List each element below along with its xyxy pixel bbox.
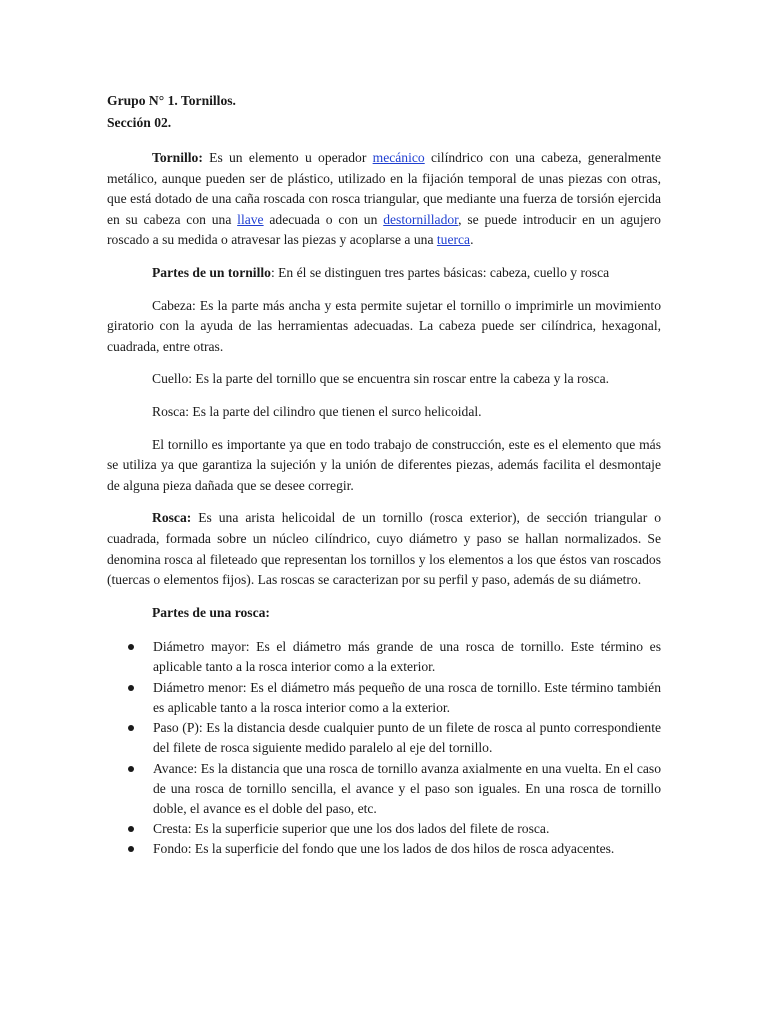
intro-text-3: adecuada o con un xyxy=(263,211,384,227)
list-item-text: Diámetro menor: Es el diámetro más pequeño de una rosca de tornillo. Este término también es aplicable tanto a la rosca interior como a la exterior. xyxy=(153,679,661,715)
rosca-paragraph xyxy=(107,508,661,590)
link-tuerca[interactable]: tuerca xyxy=(436,232,471,248)
section-label: Sección 02. xyxy=(107,115,172,130)
intro-text-5: . xyxy=(470,232,474,248)
rosca-parts-heading xyxy=(107,603,661,624)
rosca-text: Es una arista helicoidal de un tornillo (rosca exterior), de sección triangular o cuadrada, formada sobre un núcleo cilíndrico, cuyo diámetro y paso se hallan normalizados. Se denomina rosca al fileteado que representan los tornillos y los elementos a los que éstos van roscados (tuercas o elementos fijos). Las roscas se caracterizan por su perfil y paso, además de su diámetro. xyxy=(107,510,661,588)
list-item-text: Paso (P): Es la distancia desde cualquier punto de un filete de rosca al punto correspondiente del filete de rosca siguiente medido paralelo al eje del tornillo. xyxy=(153,720,661,756)
rosca-parts-list xyxy=(107,637,661,859)
importance-paragraph: El tornillo es importante ya que en todo trabajo de construcción, este es el elemento que más se utiliza ya que garantiza la sujeción y la unión de diferentes piezas, además facilita el desmontaje de alguna pieza dañada que se desee corregir. xyxy=(107,436,661,493)
rosca-short-paragraph: Rosca: Es la parte del cilindro que tienen el surco helicoidal. xyxy=(152,403,482,419)
rosca-parts-title: Partes de una rosca: xyxy=(152,604,270,620)
link-mecanico[interactable]: mecánico xyxy=(372,150,425,165)
cabeza-paragraph: Cabeza: Es la parte más ancha y esta permite sujetar el tornillo o imprimirle un movimiento giratorio con la ayuda de las herramientas adecuadas. La cabeza puede ser cilíndrica, hexagonal, cuadrada, entre otras. xyxy=(107,297,661,354)
list-item xyxy=(153,718,661,758)
parts-text: : En él se distinguen tres partes básicas: cabeza, cuello y rosca xyxy=(270,264,610,280)
intro-paragraph xyxy=(107,148,661,251)
bullet-icon xyxy=(128,685,134,691)
term-rosca: Rosca: xyxy=(152,510,192,526)
term-partes-tornillo: Partes de un tornillo xyxy=(152,264,271,280)
list-item-text: Avance: Es la distancia que una rosca de tornillo avanza axialmente en una vuelta. En el caso de una rosca de tornillo sencilla, el avance y el paso son iguales. En una rosca de tornillo doble, el avance es el doble del paso, etc. xyxy=(153,760,661,816)
intro-text-2: cilíndrico con una cabeza, generalmente metálico, aunque pueden ser de plástico, utilizado en la fijación temporal de unas piezas con otras, que está dotado de una caña roscada con rosca triangular, que mediante una fuerza de torsión ejercida en su cabeza con una xyxy=(107,150,661,227)
list-item-text: Diámetro mayor: Es el diámetro más grande de una rosca de tornillo. Este término es aplicable tanto a la rosca interior como a la exterior. xyxy=(153,639,661,675)
document-title: Grupo N° 1. Tornillos. xyxy=(107,93,236,108)
link-destornillador[interactable]: destornillador xyxy=(383,211,459,227)
list-item xyxy=(153,839,661,859)
cuello-paragraph: Cuello: Es la parte del tornillo que se encuentra sin roscar entre la cabeza y la rosca. xyxy=(152,371,610,387)
bullet-icon xyxy=(128,826,134,832)
parts-paragraph xyxy=(107,263,661,284)
intro-text-4: , se puede introducir en un agujero roscado a su medida o atravesar las piezas y acoplarse a una xyxy=(107,211,661,248)
term-tornillo: Tornillo: xyxy=(152,150,203,165)
link-llave[interactable]: llave xyxy=(237,211,264,227)
list-item-text: Fondo: Es la superficie del fondo que une los lados de dos hilos de rosca adyacentes. xyxy=(153,841,615,857)
bullet-icon xyxy=(128,725,134,731)
list-item xyxy=(153,678,661,718)
list-item-text: Cresta: Es la superficie superior que une los dos lados del filete de rosca. xyxy=(153,821,550,837)
list-item xyxy=(153,819,661,839)
list-item xyxy=(153,637,661,677)
list-item xyxy=(153,759,661,820)
bullet-icon xyxy=(128,644,134,650)
bullet-icon xyxy=(128,846,134,852)
bullet-icon xyxy=(128,766,134,772)
intro-text-1: Es un elemento u operador xyxy=(202,150,373,165)
